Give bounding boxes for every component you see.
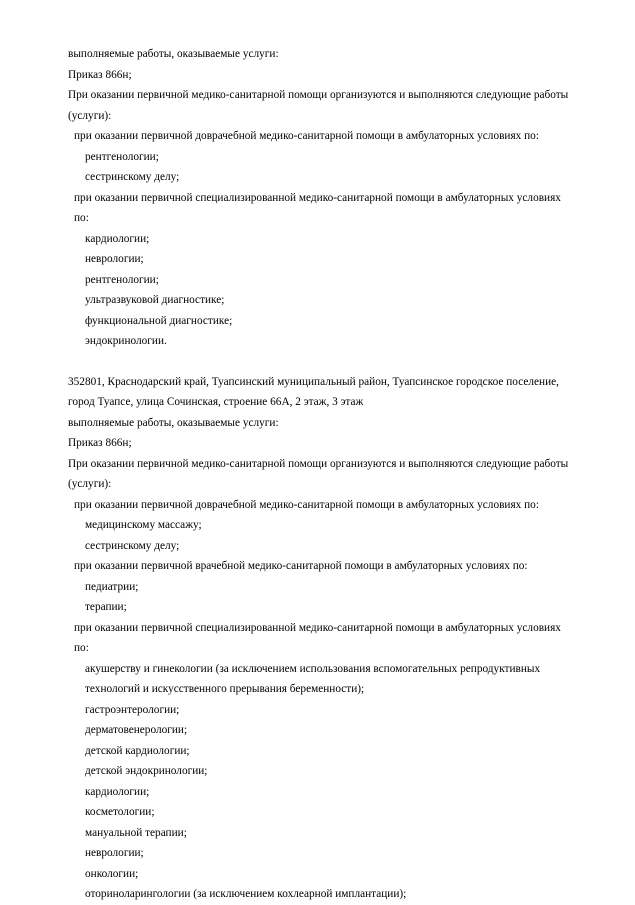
document-line: рентгенологии; <box>85 150 159 163</box>
document-line: При оказании первичной медико-санитарной помощи организуются и выполняются следующие работы (услуги): <box>68 89 572 122</box>
document-line: ультразвуковой диагностике; <box>85 294 225 306</box>
document-line: кардиологии; <box>85 785 150 798</box>
document-line: терапии; <box>85 601 127 613</box>
document-line: акушерству и гинекологии (за исключением использования вспомогательных репродуктивных технологий и искусственного прерывания беременности); <box>85 662 543 695</box>
document-block <box>68 44 573 352</box>
document-line: кардиологии; <box>85 232 150 245</box>
document-line: при оказании первичной врачебной медико-санитарной помощи в амбулаторных условиях по: <box>74 560 528 572</box>
document-line: 352801, Краснодарский край, Туапсинский муниципальный район, Туапсинское городское поселение, город Туапсе, улица Сочинская, строение 66А, 2 этаж, 3 этаж <box>68 375 562 408</box>
document-line: косметологии; <box>85 806 155 818</box>
document-line: при оказании первичной доврачебной медико-санитарной помощи в амбулаторных условиях по: <box>74 498 539 511</box>
document-line: неврологии; <box>85 253 144 265</box>
document-line: при оказании первичной специализированной медико-санитарной помощи в амбулаторных условиях по: <box>74 621 564 654</box>
document-line: при оказании первичной специализированной медико-санитарной помощи в амбулаторных условиях по: <box>74 191 564 224</box>
document-line: Приказ 866н; <box>68 437 132 449</box>
paragraph-spacer <box>68 352 573 372</box>
document-line: сестринскому делу; <box>85 539 180 552</box>
document-body <box>68 44 573 905</box>
document-line: рентгенологии; <box>85 273 159 286</box>
document-line: медицинскому массажу; <box>85 519 202 531</box>
document-line: гастроэнтерологии; <box>85 703 180 716</box>
document-line: детской эндокринологии; <box>85 765 208 777</box>
document-line: педиатрии; <box>85 580 139 593</box>
document-line: выполняемые работы, оказываемые услуги: <box>68 416 279 429</box>
document-line: функциональной диагностике; <box>85 314 233 327</box>
document-line: Приказ 866н; <box>68 68 132 81</box>
document-line: при оказании первичной доврачебной медико-санитарной помощи в амбулаторных условиях по: <box>74 130 539 142</box>
document-line: эндокринологии. <box>85 335 167 347</box>
document-line: мануальной терапии; <box>85 826 187 839</box>
document-line: неврологии; <box>85 847 144 859</box>
document-line: выполняемые работы, оказываемые услуги: <box>68 48 279 60</box>
document-line: При оказании первичной медико-санитарной помощи организуются и выполняются следующие работы (услуги): <box>68 457 572 490</box>
document-line: детской кардиологии; <box>85 744 190 757</box>
document-line: оториноларингологии (за исключением кохлеарной имплантации); <box>85 888 407 900</box>
document-line: дерматовенерологии; <box>85 724 188 736</box>
document-line: сестринскому делу; <box>85 171 180 183</box>
document-block <box>68 372 573 905</box>
document-line: онкологии; <box>85 867 139 880</box>
